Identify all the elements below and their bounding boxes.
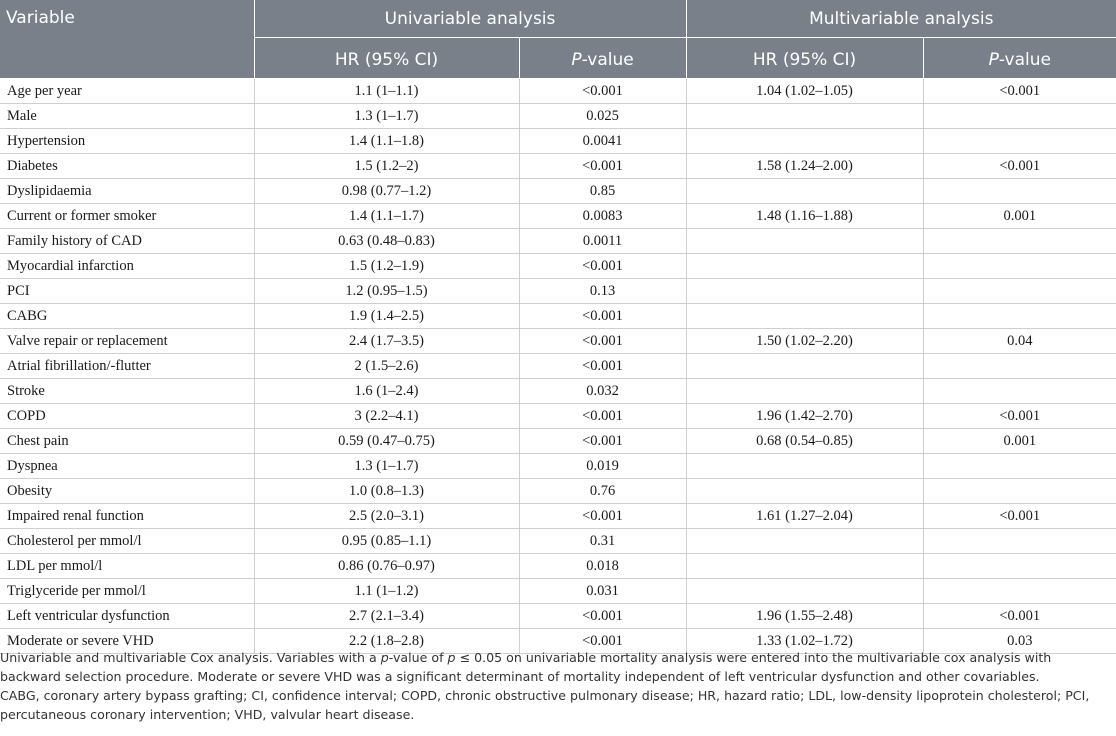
- multivariable-p-cell: [923, 229, 1116, 254]
- multivariable-p-cell: [923, 354, 1116, 379]
- multivariable-p-cell: <0.001: [923, 404, 1116, 429]
- multivariable-hr-cell: [686, 579, 923, 604]
- univariable-p-cell: <0.001: [519, 329, 686, 354]
- univariable-p-cell: 0.0041: [519, 129, 686, 154]
- univariable-hr-cell: 1.3 (1–1.7): [254, 104, 519, 129]
- footnote-text: p: [447, 650, 456, 665]
- variable-column-header: Variable: [0, 0, 254, 79]
- variable-cell: Male: [0, 104, 254, 129]
- variable-cell: LDL per mmol/l: [0, 554, 254, 579]
- multivariable-p-cell: 0.001: [923, 204, 1116, 229]
- table-row: [0, 279, 1116, 304]
- p-letter: P: [571, 50, 582, 70]
- multivariable-p-cell: [923, 254, 1116, 279]
- univariable-hr-cell: 0.63 (0.48–0.83): [254, 229, 519, 254]
- univariable-hr-cell: 1.1 (1–1.1): [254, 79, 519, 104]
- univariable-p-cell: <0.001: [519, 504, 686, 529]
- multivariable-p-cell: [923, 379, 1116, 404]
- univariable-p-cell: 0.031: [519, 579, 686, 604]
- multivariable-hr-cell: [686, 554, 923, 579]
- variable-cell: Left ventricular dysfunction: [0, 604, 254, 629]
- header-row-groups: [0, 0, 1116, 38]
- multivariable-hr-cell: [686, 229, 923, 254]
- multivariable-p-cell: [923, 529, 1116, 554]
- variable-cell: CABG: [0, 304, 254, 329]
- multivariable-hr-cell: 1.96 (1.42–2.70): [686, 404, 923, 429]
- variable-cell: Moderate or severe VHD: [0, 629, 254, 654]
- multivariable-p-cell: <0.001: [923, 604, 1116, 629]
- p-letter: P: [988, 50, 999, 70]
- variable-cell: Cholesterol per mmol/l: [0, 529, 254, 554]
- multivariable-p-cell: [923, 179, 1116, 204]
- univariable-p-cell: <0.001: [519, 254, 686, 279]
- multivariable-group-header: Multivariable analysis: [686, 0, 1116, 38]
- univariable-p-cell: <0.001: [519, 304, 686, 329]
- variable-cell: Current or former smoker: [0, 204, 254, 229]
- univariable-hr-cell: 1.1 (1–1.2): [254, 579, 519, 604]
- variable-cell: PCI: [0, 279, 254, 304]
- multivariable-hr-header: HR (95% CI): [686, 38, 923, 79]
- multivariable-hr-cell: [686, 179, 923, 204]
- multivariable-p-cell: 0.001: [923, 429, 1116, 454]
- table-row: [0, 379, 1116, 404]
- variable-cell: Dyspnea: [0, 454, 254, 479]
- univariable-hr-cell: 2.5 (2.0–3.1): [254, 504, 519, 529]
- univariable-hr-cell: 3 (2.2–4.1): [254, 404, 519, 429]
- variable-cell: Triglyceride per mmol/l: [0, 579, 254, 604]
- univariable-hr-cell: 2 (1.5–2.6): [254, 354, 519, 379]
- variable-cell: Hypertension: [0, 129, 254, 154]
- univariable-hr-cell: 1.6 (1–2.4): [254, 379, 519, 404]
- univariable-p-cell: <0.001: [519, 429, 686, 454]
- table-row: [0, 104, 1116, 129]
- univariable-hr-cell: 0.59 (0.47–0.75): [254, 429, 519, 454]
- multivariable-hr-cell: 1.50 (1.02–2.20): [686, 329, 923, 354]
- univariable-p-cell: <0.001: [519, 604, 686, 629]
- multivariable-hr-cell: [686, 479, 923, 504]
- multivariable-p-cell: [923, 454, 1116, 479]
- table-row: [0, 79, 1116, 104]
- variable-cell: Atrial fibrillation/-flutter: [0, 354, 254, 379]
- table-row: [0, 204, 1116, 229]
- table-row: [0, 179, 1116, 204]
- multivariable-hr-cell: 1.04 (1.02–1.05): [686, 79, 923, 104]
- multivariable-hr-cell: 0.68 (0.54–0.85): [686, 429, 923, 454]
- univariable-p-cell: 0.019: [519, 454, 686, 479]
- univariable-p-cell: <0.001: [519, 154, 686, 179]
- footnote-text: -value of: [388, 650, 448, 665]
- multivariable-hr-cell: [686, 304, 923, 329]
- univariable-hr-cell: 2.4 (1.7–3.5): [254, 329, 519, 354]
- univariable-p-cell: 0.31: [519, 529, 686, 554]
- univariable-p-cell: <0.001: [519, 354, 686, 379]
- multivariable-hr-cell: [686, 279, 923, 304]
- univariable-group-header: Univariable analysis: [254, 0, 686, 38]
- variable-cell: Myocardial infarction: [0, 254, 254, 279]
- multivariable-p-cell: <0.001: [923, 504, 1116, 529]
- univariable-hr-cell: 1.4 (1.1–1.7): [254, 204, 519, 229]
- table-row: [0, 254, 1116, 279]
- univariable-hr-cell: 1.4 (1.1–1.8): [254, 129, 519, 154]
- univariable-p-cell: 0.85: [519, 179, 686, 204]
- p-suffix: -value: [581, 50, 634, 70]
- multivariable-hr-cell: 1.58 (1.24–2.00): [686, 154, 923, 179]
- univariable-p-cell: 0.0083: [519, 204, 686, 229]
- univariable-p-cell: 0.032: [519, 379, 686, 404]
- univariable-hr-cell: 2.2 (1.8–2.8): [254, 629, 519, 654]
- multivariable-p-cell: <0.001: [923, 79, 1116, 104]
- univariable-p-cell: <0.001: [519, 79, 686, 104]
- table-row: [0, 504, 1116, 529]
- univariable-p-cell: 0.76: [519, 479, 686, 504]
- table-row: [0, 229, 1116, 254]
- multivariable-p-cell: [923, 554, 1116, 579]
- table-row: [0, 404, 1116, 429]
- table-row: [0, 454, 1116, 479]
- table-row: [0, 429, 1116, 454]
- variable-cell: Dyslipidaemia: [0, 179, 254, 204]
- univariable-p-cell: 0.025: [519, 104, 686, 129]
- table-row: [0, 154, 1116, 179]
- footnote-text: Univariable and multivariable Cox analysis. Variables with a: [0, 650, 381, 665]
- univariable-hr-cell: 1.5 (1.2–1.9): [254, 254, 519, 279]
- variable-cell: Impaired renal function: [0, 504, 254, 529]
- univariable-p-cell: <0.001: [519, 404, 686, 429]
- multivariable-hr-cell: 1.33 (1.02–1.72): [686, 629, 923, 654]
- variable-cell: Stroke: [0, 379, 254, 404]
- footnote-description: [0, 648, 1112, 686]
- multivariable-hr-cell: [686, 129, 923, 154]
- univariable-hr-header: HR (95% CI): [254, 38, 519, 79]
- univariable-p-cell: 0.018: [519, 554, 686, 579]
- univariable-hr-cell: 1.5 (1.2–2): [254, 154, 519, 179]
- variable-cell: Diabetes: [0, 154, 254, 179]
- multivariable-p-header: [923, 38, 1116, 79]
- variable-cell: Valve repair or replacement: [0, 329, 254, 354]
- univariable-hr-cell: 0.95 (0.85–1.1): [254, 529, 519, 554]
- multivariable-hr-cell: [686, 254, 923, 279]
- multivariable-hr-cell: 1.61 (1.27–2.04): [686, 504, 923, 529]
- univariable-p-cell: <0.001: [519, 629, 686, 654]
- table-body: [0, 79, 1116, 654]
- variable-cell: Family history of CAD: [0, 229, 254, 254]
- variable-cell: Obesity: [0, 479, 254, 504]
- table-row: [0, 129, 1116, 154]
- univariable-hr-cell: 1.9 (1.4–2.5): [254, 304, 519, 329]
- table-row: [0, 529, 1116, 554]
- variable-cell: Chest pain: [0, 429, 254, 454]
- multivariable-p-cell: [923, 304, 1116, 329]
- table-row: [0, 304, 1116, 329]
- table-footnote: [0, 648, 1112, 724]
- table-row: [0, 554, 1116, 579]
- table-row: [0, 604, 1116, 629]
- multivariable-p-cell: 0.04: [923, 329, 1116, 354]
- univariable-hr-cell: 1.0 (0.8–1.3): [254, 479, 519, 504]
- univariable-hr-cell: 1.2 (0.95–1.5): [254, 279, 519, 304]
- variable-cell: Age per year: [0, 79, 254, 104]
- table-row: [0, 329, 1116, 354]
- footnote-abbreviations: CABG, coronary artery bypass grafting; CI, confidence interval; COPD, chronic obstructive pulmonary disease; HR, hazard ratio; LDL, low-density lipoprotein cholesterol; PCI, percutaneous coronary intervention; VHD, valvular heart disease.: [0, 688, 1090, 722]
- multivariable-p-cell: [923, 479, 1116, 504]
- univariable-hr-cell: 1.3 (1–1.7): [254, 454, 519, 479]
- multivariable-p-cell: <0.001: [923, 154, 1116, 179]
- univariable-hr-cell: 2.7 (2.1–3.4): [254, 604, 519, 629]
- table-row: [0, 479, 1116, 504]
- univariable-p-header: [519, 38, 686, 79]
- multivariable-hr-cell: 1.48 (1.16–1.88): [686, 204, 923, 229]
- footnote-text: ≤ 0.05 on univariable mortality analysis were entered into the multivariable cox analysis with backward selection procedure. Moderate or severe VHD was a significant determinant of mortality independent of left ventricular dysfunction and other covariables.: [0, 650, 1052, 684]
- multivariable-p-cell: 0.03: [923, 629, 1116, 654]
- multivariable-p-cell: [923, 279, 1116, 304]
- univariable-hr-cell: 0.98 (0.77–1.2): [254, 179, 519, 204]
- variable-cell: COPD: [0, 404, 254, 429]
- table-row: [0, 354, 1116, 379]
- multivariable-p-cell: [923, 579, 1116, 604]
- multivariable-p-cell: [923, 104, 1116, 129]
- multivariable-hr-cell: [686, 104, 923, 129]
- footnote-text: p: [380, 650, 389, 665]
- multivariable-hr-cell: [686, 454, 923, 479]
- p-suffix: -value: [998, 50, 1051, 70]
- multivariable-hr-cell: [686, 379, 923, 404]
- univariable-hr-cell: 0.86 (0.76–0.97): [254, 554, 519, 579]
- multivariable-hr-cell: 1.96 (1.55–2.48): [686, 604, 923, 629]
- multivariable-hr-cell: [686, 354, 923, 379]
- multivariable-hr-cell: [686, 529, 923, 554]
- table-row: [0, 579, 1116, 604]
- univariable-p-cell: 0.13: [519, 279, 686, 304]
- multivariable-p-cell: [923, 129, 1116, 154]
- univariable-p-cell: 0.0011: [519, 229, 686, 254]
